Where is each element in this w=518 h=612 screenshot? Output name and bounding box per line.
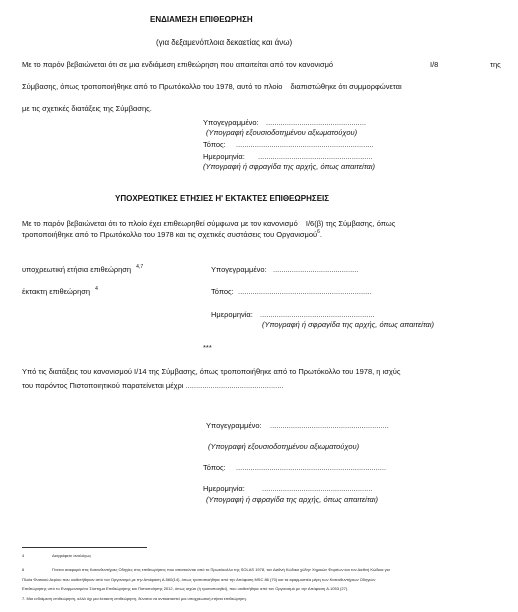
signed-label: Υπογεγραμμένο: (206, 421, 262, 430)
footnote-ref: 4 (95, 286, 98, 292)
signature-caption: (Υπογραφή εξουσιοδοτημένου αξιωματούχου) (206, 128, 358, 137)
text: της (490, 60, 501, 69)
section3-paragraph-line2 (22, 381, 283, 391)
section1-subtitle: (για δεξαμενόπλοια δεκαετίας και άνω) (156, 38, 293, 47)
signature-caption: (Υπογραφή εξουσιοδοτημένου αξιωματούχου) (208, 442, 360, 451)
text: διαπιστώθηκε ότι συμμορφώνεται (290, 82, 402, 91)
section2-paragraph-line1 (22, 219, 395, 229)
footnote-text: Επιθεώρησης υπό το Εναρμονισμένο Σύστημα Επιθεώρησης και Πιστοποίησης 2012, όπως ισχύει (ή τροποποιηθεί), που υιοθετήθηκε από τον Οργανισμό με την Απόφαση A.1053 (27). (22, 586, 349, 591)
text: Με το παρόν βεβαιώνεται ότι σε μια ενδιάμεση επιθεώρηση που απαιτείται από τον κανονισμό (22, 60, 334, 69)
extension-date-line: ............................................... (185, 381, 284, 390)
footnote-number: 6 (22, 567, 25, 572)
signed-label: Υπογεγραμμένο: (211, 265, 267, 274)
stamp-caption: (Υπογραφή ή σφραγίδα της αρχής, όπως απαιτείται) (262, 320, 434, 329)
place-line: .................................................................. (236, 140, 374, 149)
text: του παρόντος Πιστοποιητικού παρατείνεται μέχρι (22, 381, 184, 390)
footnote-text: Γίνεται αναφορά στις Κατευθυντήριες Οδηγίες στις επιθεωρήσεις που απαιτούνται από το Πρωτόκολλο της SOLAS 1978, τον Διεθνή Κώδικα χύδην Χημικών Φορτίων και τον Διεθνή Κώδικα για (52, 567, 390, 572)
place-line: ........................................................................ (236, 463, 387, 472)
section3-paragraph-line1: Υπό τις διατάξεις του κανονισμού I/14 της Σύμβασης, όπως τροποποιήθηκε από το Πρωτόκολλο του 1978, η ισχύς (22, 367, 401, 376)
signed-label: Υπογεγραμμένο: (203, 118, 259, 127)
section2-paragraph-line2 (22, 230, 322, 240)
date-line: ..................................................... (262, 484, 373, 493)
text: έκτακτη επιθεώρηση (22, 287, 91, 296)
separator: *** (203, 343, 212, 352)
footnote-text: 7. Μια ενδιάμεση επιθεώρηση, αλλά όχι μια έκτακτη επιθεώρηση, δύναται να αντικαταστεί μια υποχρεωτική ετήσια επιθεώρηση. (22, 596, 247, 601)
date-label: Ημερομηνία: (211, 310, 253, 319)
footnote-ref: 6 (317, 229, 320, 235)
footnote-text: Διαγράφετε αναλόγως (52, 553, 92, 558)
annual-survey-label (22, 265, 143, 275)
extra-survey-label (22, 287, 98, 297)
date-line: ....................................................... (258, 152, 373, 161)
footnote-text: Πλοία Φυσικού Αερίου που υιοθετήθηκαν από τον Οργανισμό με την Απόφαση A.560(14), όπως τροποποιήθηκε από την Απόφαση MSC 86 (70) και τα εφαρμοστέα μέρη των Κατευθυντήριων Οδηγιών (22, 577, 376, 582)
regulation-ref: I/8 (430, 60, 439, 69)
date-label: Ημερομηνία: (203, 484, 245, 493)
place-label: Τόπος: (203, 463, 226, 472)
text: Σύμβασης, όπως τροποποιήθηκε από το Πρωτόκολλο του 1978, αυτό το πλοίο (22, 82, 283, 91)
signature-line: ......................................................... (270, 421, 389, 430)
place-label: Τόπος: (211, 287, 234, 296)
section1-paragraph-line2 (22, 82, 402, 92)
section1-paragraph-line3: με τις σχετικές διατάξεις της Σύμβασης. (22, 104, 152, 113)
section2-title: ΥΠΟΧΡΕΩΤΙΚΕΣ ΕΤΗΣΙΕΣ Η' ΕΚΤΑΚΤΕΣ ΕΠΙΘΕΩΡΗΣΕΙΣ (115, 194, 330, 203)
place-label: Τόπος: (203, 140, 226, 149)
text: τροποποιήθηκε από το Πρωτόκολλο του 1978 και τις σχετικές συστάσεις του Οργανισμού (22, 230, 318, 239)
text: υποχρεωτική ετήσια επιθεώρηση (22, 265, 132, 274)
footnote-ref: 4,7 (136, 264, 144, 270)
signature-line: ................................................ (266, 118, 367, 127)
footnote-number: 4 (22, 553, 25, 558)
text: Με το παρόν βεβαιώνεται ότι το πλοίο έχει επιθεωρηθεί σύμφωνα με τον κανονισμό (22, 219, 298, 228)
footnote-divider (22, 547, 147, 548)
regulation-ref: I/6(β) της Σύμβασης, όπως (305, 219, 396, 228)
signature-line: ......................................... (273, 265, 359, 274)
place-line: ................................................................ (238, 287, 372, 296)
date-label: Ημερομηνία: (203, 152, 245, 161)
stamp-caption: (Υπογραφή ή σφραγίδα της αρχής, όπως απαιτείται) (206, 495, 378, 504)
text: . (319, 230, 322, 239)
section1-paragraph-line1 (22, 60, 333, 70)
section1-title: ΕΝΔΙΑΜΕΣΗ ΕΠΙΘΕΩΡΗΣΗ (150, 15, 253, 24)
stamp-caption: (Υπογραφή ή σφραγίδα της αρχής, όπως απαιτείται) (203, 162, 375, 171)
date-line: ....................................................... (260, 310, 375, 319)
